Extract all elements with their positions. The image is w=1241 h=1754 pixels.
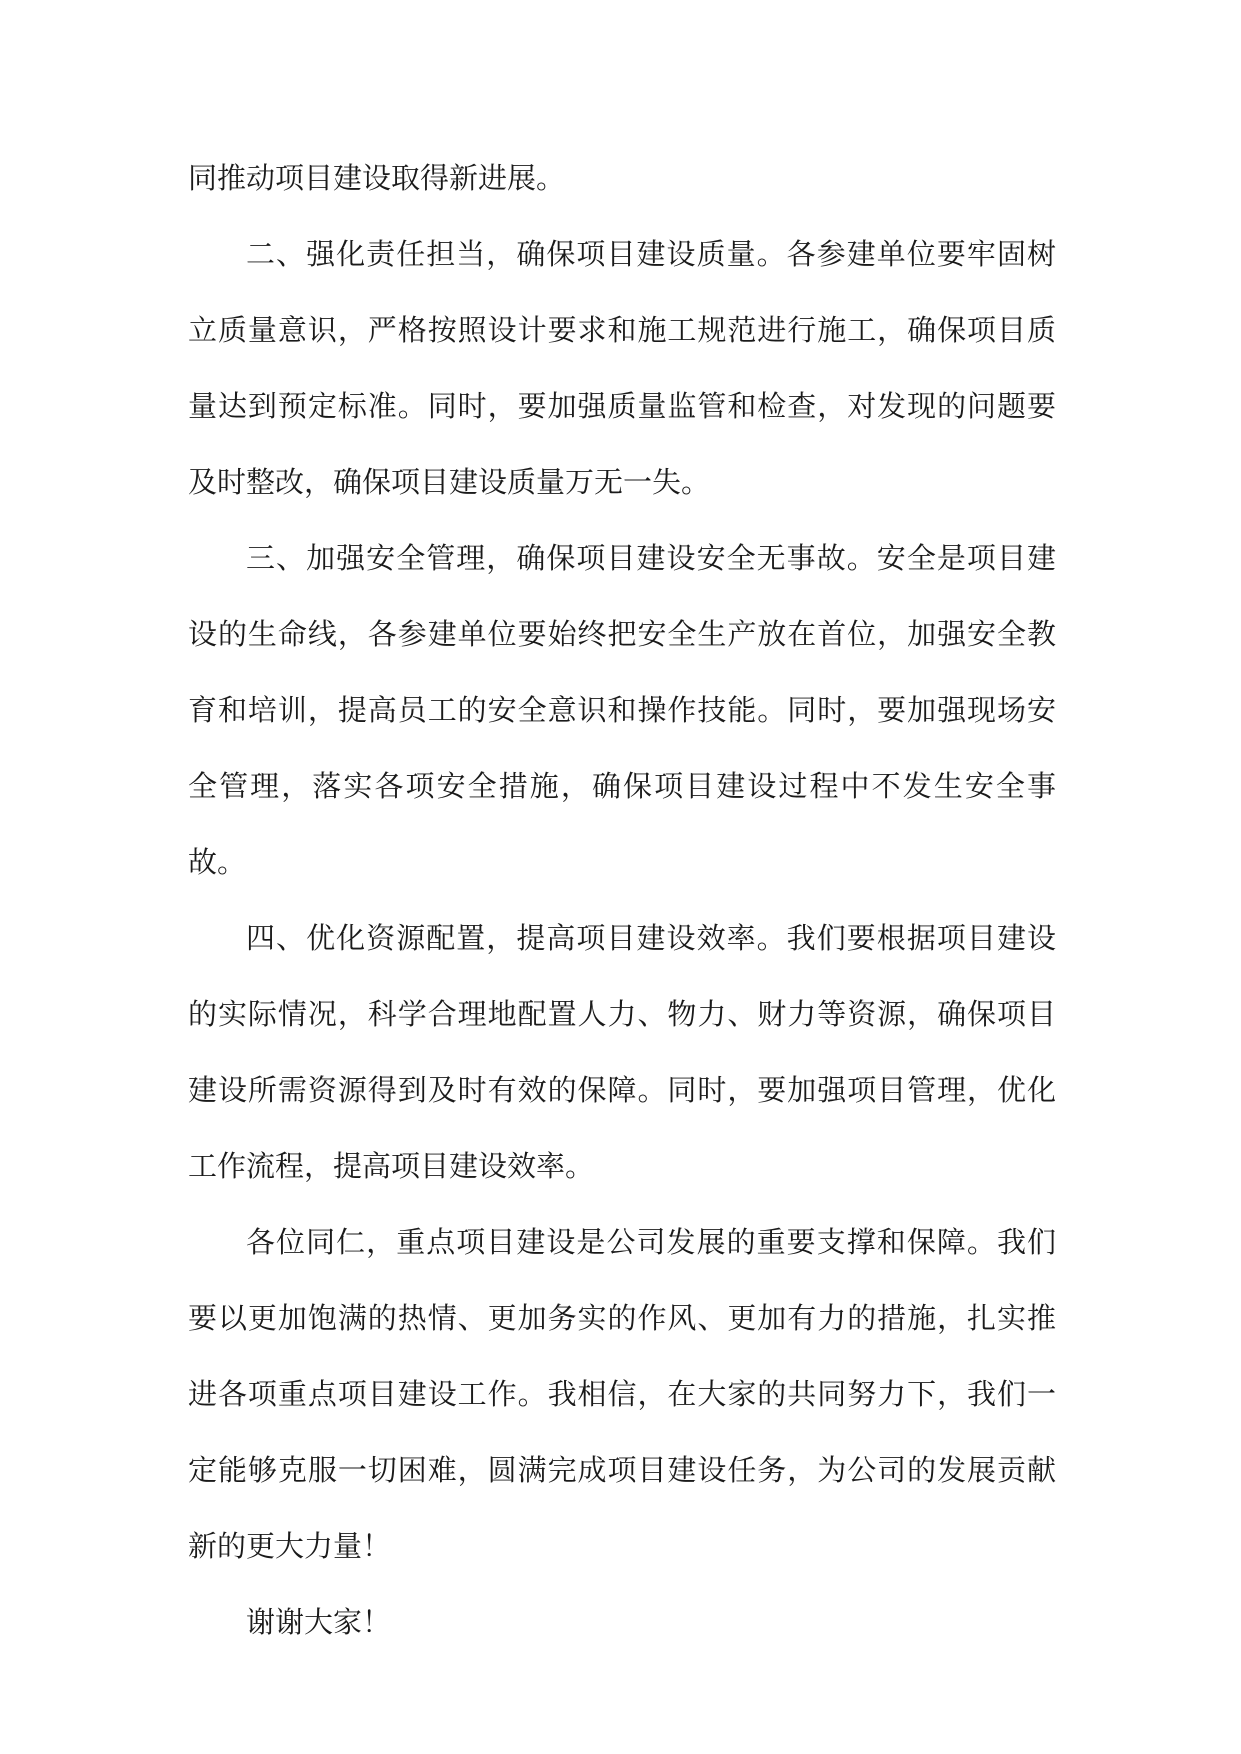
paragraph-safety: 三、加强安全管理，确保项目建设安全无事故。安全是项目建设的生命线，各参建单位要始终把安全生产放在首位，加强安全教育和培训，提高员工的安全意识和操作技能。同时，要加强现场安全管理，落实各项安全措施，确保项目建设过程中不发生安全事故。: [188, 541, 1056, 879]
paragraph-resources: 四、优化资源配置，提高项目建设效率。我们要根据项目建设的实际情况，科学合理地配置人力、物力、财力等资源，确保项目建设所需资源得到及时有效的保障。同时，要加强项目管理，优化工作流程，提高项目建设效率。: [188, 921, 1056, 1183]
paragraph-quality: 二、强化责任担当，确保项目建设质量。各参建单位要牢固树立质量意识，严格按照设计要求和施工规范进行施工，确保项目质量达到预定标准。同时，要加强质量监管和检查，对发现的问题要及时整改，确保项目建设质量万无一失。: [188, 237, 1056, 499]
paragraph-thanks: 谢谢大家！: [246, 1605, 392, 1639]
document-body: [188, 140, 1056, 1660]
paragraph-continuation: 同推动项目建设取得新进展。: [188, 161, 566, 195]
paragraph-closing: 各位同仁，重点项目建设是公司发展的重要支撑和保障。我们要以更加饱满的热情、更加务实的作风、更加有力的措施，扎实推进各项重点项目建设工作。我相信，在大家的共同努力下，我们一定能够克服一切困难，圆满完成项目建设任务，为公司的发展贡献新的更大力量！: [188, 1225, 1056, 1563]
